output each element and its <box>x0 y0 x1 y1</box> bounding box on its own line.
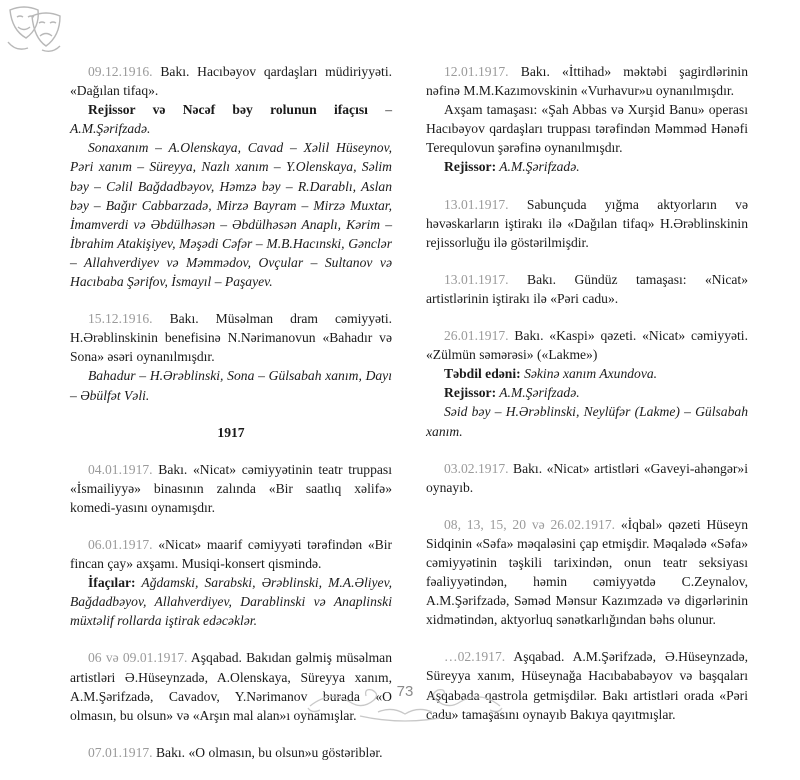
chronicle-entry <box>70 62 392 291</box>
entry-date: …02.1917. <box>444 649 506 665</box>
cast-list: Səid bəy – H.Ərəblinski, Neylüfər (Lakme) – Gülsabah xanım. <box>426 404 748 439</box>
role-label: Rejissor və Nəcəf bəy rolunun ifaçısı <box>88 102 368 118</box>
entry-date: 08, 13, 15, 20 və 26.02.1917. <box>444 516 616 532</box>
entry-date: 07.01.1917. <box>88 744 153 760</box>
entry-date: 15.12.1916. <box>88 311 153 327</box>
chronicle-entry <box>426 62 748 177</box>
theatre-masks-icon <box>4 2 66 58</box>
entry-text: Bakı. Gündüz tamaşası: «Nicat» artistlərinin iştirakı ilə «Pəri cadu». <box>426 271 748 306</box>
adapter-name: Səkinə xanım Axundova. <box>520 366 658 382</box>
adapter-label: Təbdil edəni: <box>444 366 521 382</box>
entry-text: Axşam tamaşası: «Şah Abbas və Xurşid Banu» operası Hacıbəyov qardaşları truppası tərəfindən Məmməd Hənəfi Terequlovun şərəfinə oynanılmışdır. <box>426 102 748 156</box>
chronicle-entry <box>70 460 392 517</box>
entry-text: «İqbal» qəzeti Hüseyn Sidqinin «Səfa» məqaləsini çap etmişdir. Məqalədə «Səfa» cəmiyyətinin təşkili tarixindən, onun teatr seksiyası fəaliyyətindən, həmin cəmiyyətdə C.Zeynalov, A.M.Şərifzadə, Səməd Mənsur Kazımzadə və digərlərinin xidmətindən, aktyorluq sənətkarlığından bəhs olunur. <box>426 516 748 628</box>
director-name: A.M.Şərifzadə. <box>496 385 580 401</box>
director-name: A.M.Şərifzadə. <box>496 159 580 175</box>
entry-date: 03.02.1917. <box>444 460 509 476</box>
left-column <box>70 62 392 780</box>
cast-list: Ağdamski, Sarabski, Ərəblinski, M.A.Əliyev, Bağdadbəyov, Allahverdiyev, Darablinski və Anaplinski müxtəlif rollarda iştirak edəcəklər. <box>70 575 392 629</box>
cast-label: İfaçılar: <box>88 575 136 591</box>
entry-text: Bakı. «Kaspi» qəzeti. «Nicat» cəmiyyəti. «Zülmün səmərəsi» («Lakme») <box>426 328 748 363</box>
entry-text: Bakı. Hacıbəyov qardaşları müdiriyyəti. «Dağılan tifaq». <box>70 64 392 99</box>
entry-text: Bakı. «Nicat» cəmiyyətinin teatr truppası «İsmailiyyə» binasının zalında «Bir saatlıq xəlifə» komedi-yasını oynamışdır. <box>70 461 392 515</box>
director-label: Rejissor: <box>444 159 497 175</box>
entry-text: Aşqabad. A.M.Şərifzadə, Ə.Hüseynzadə, Süreyya xanım, Hüseynağa Hacıbababəyov və başqaları Aşqabada qastrola getmişdilər. Bakı artistləri orada «Pəri cadu» tamaşasını oynayıb Bakıya qayıtmışlar. <box>426 649 748 722</box>
entry-date: 13.01.1917. <box>444 196 509 212</box>
cast-list: Bahadur – H.Ərəblinski, Sona – Gülsabah xanım, Dayı – Əbülfət Vəli. <box>70 368 392 403</box>
entry-text: «Nicat» maarif cəmiyyəti tərəfindən «Bir fincan çay» axşamı. Musiqi-konsert qismində. <box>70 536 392 572</box>
chronicle-entry <box>70 743 392 762</box>
entry-text: Bakı. Müsəlman dram cəmiyyəti. H.Ərəblinskinin benefisinə N.Nərimanovun «Bahadır və Sona» əsəri oynanılmışdır. <box>70 311 392 365</box>
entry-date: 12.01.1917. <box>444 64 509 79</box>
cast-list: Sonaxanım – A.Olenskaya, Cavad – Xəlil Hüseynov, Pəri xanım – Süreyya, Nazlı xanım – Y.Olenskaya, Səlim bəy – Cəlil Bağdadbəyov, Həmzə bəy – R.Darablı, Aslan bəy – Bağır Cabbarzadə, Mirzə Bayram – Mirzə Muxtar, İmamverdi və Əbdülhəsən – Əbdülhəsən Anaplı, Kərim – İbrahim Atakişiyev, Məşədi Cəfər – M.B.Hacınski, Gənclər – Allahverdiyev və Məmmədov, Ovçular – Sultanov və Hacıbaba Şərifov, İsmayıl – Paşayev. <box>70 140 392 290</box>
chronicle-entry <box>426 515 748 630</box>
entry-text: Bakı. «İttihad» məktəbi şagirdlərinin nəfinə M.M.Kazımovskinin «Vurhavur»u oynanılmışdır. <box>426 64 748 99</box>
entry-text: Sabunçuda yığma aktyorların və həvəskarların iştirakı ilə «Dağılan tifaq» H.Ərəblinskinin rejissorluğu ilə göstərilmişdir. <box>426 196 748 250</box>
chronicle-entry <box>426 270 748 308</box>
entry-text: Bakı. «O olmasın, bu olsun»u göstəriblər. <box>152 744 383 760</box>
chronicle-entry <box>426 195 748 252</box>
chronicle-entry <box>70 535 392 630</box>
role-name: – A.M.Şərifzadə. <box>70 102 392 137</box>
chronicle-entry <box>70 309 392 404</box>
chronicle-entry <box>426 459 748 497</box>
entry-date: 13.01.1917. <box>444 271 509 287</box>
entry-date: 06 və 09.01.1917. <box>88 650 188 666</box>
year-heading: 1917 <box>217 424 245 440</box>
right-column <box>426 62 748 742</box>
chronicle-entry <box>426 326 748 441</box>
entry-text: Aşqabad. Bakıdan gəlmiş müsəlman artistləri Ə.Hüseynzadə, A.Olenskaya, Süreyya xanım, A.M.Şərifzadə, Cavadov, Y.Nərimanov burada «O olmasın, bu olsun» və «Arşın mal alan»ı oynamışlar. <box>70 650 392 723</box>
entry-date: 04.01.1917. <box>88 461 153 477</box>
entry-date: 09.12.1916. <box>88 64 153 79</box>
director-label: Rejissor: <box>444 385 497 401</box>
entry-date: 06.01.1917. <box>88 536 153 552</box>
page-number: 73 <box>396 683 414 700</box>
entry-date: 26.01.1917. <box>444 328 509 344</box>
entry-text: Bakı. «Nicat» artistləri «Gaveyi-ahəngər»i oynayıb. <box>426 460 748 495</box>
